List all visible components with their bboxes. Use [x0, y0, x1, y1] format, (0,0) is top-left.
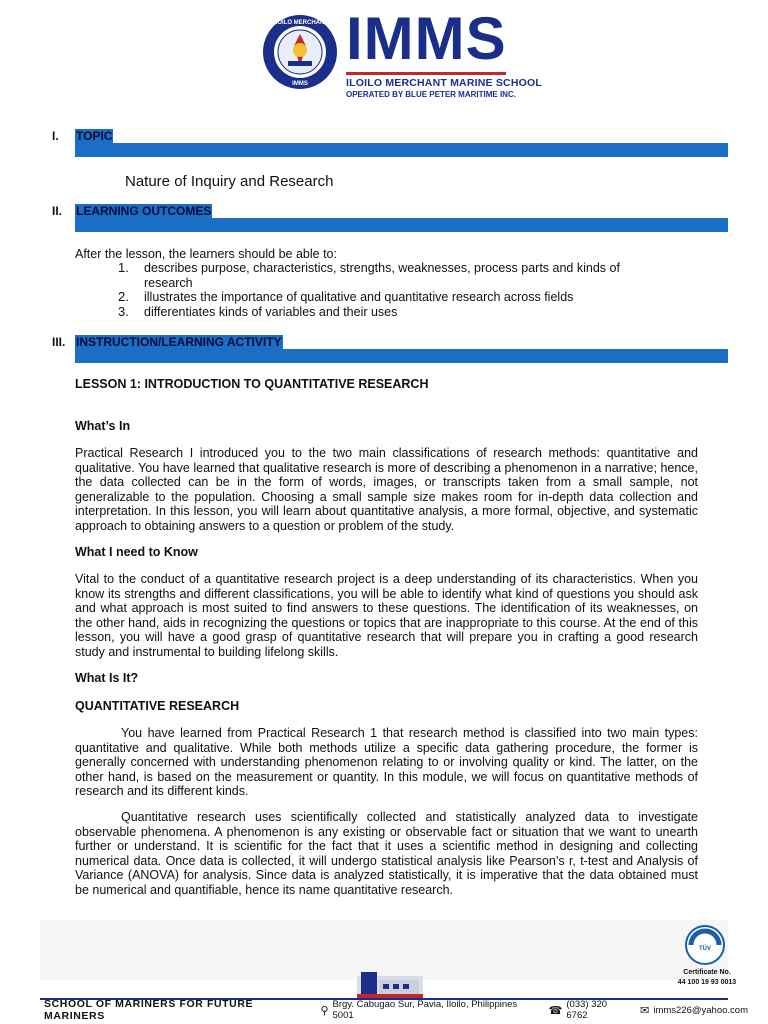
brand-block — [346, 5, 542, 99]
svg-text:TÜV: TÜV — [699, 946, 711, 952]
list-number: 3. — [118, 303, 129, 319]
footer-motto: SCHOOL OF MARINERS FOR FUTURE MARINERS — [44, 998, 254, 1022]
footer-contact-row — [44, 998, 748, 1022]
brand-name: ILOILO MERCHANT MARINE SCHOOL — [346, 77, 542, 89]
operated-prefix: OPERATED BY — [346, 90, 404, 99]
section-number: III. — [52, 335, 66, 349]
phone-icon: ☎ — [548, 1004, 563, 1017]
svg-text:IMMS: IMMS — [292, 81, 308, 87]
certification-badge-icon — [685, 925, 725, 965]
list-item — [118, 290, 638, 305]
list-text: describes purpose, characteristics, strengths, weaknesses, process parts and kinds of research — [144, 261, 620, 290]
section-instruction-activity — [0, 335, 768, 363]
list-number: 2. — [118, 289, 129, 304]
what-is-it-heading: What Is It? — [75, 671, 139, 685]
section-title: LEARNING OUTCOMES — [76, 204, 212, 218]
footer-address: Brgy. Cabugao Sur, Pavia, Iloilo, Philippines 5001 — [332, 999, 518, 1021]
location-pin-icon: ⚲ — [320, 1004, 329, 1017]
envelope-icon: ✉ — [640, 1004, 650, 1017]
outcomes-list — [118, 261, 638, 319]
what-i-need-heading: What I need to Know — [75, 545, 198, 559]
lesson-title: LESSON 1: INTRODUCTION TO QUANTITATIVE RESEARCH — [75, 377, 429, 391]
list-item — [118, 305, 638, 320]
operator-name: BLUE PETER MARITIME INC. — [405, 90, 516, 99]
list-text: differentiates kinds of variables and their uses — [144, 304, 398, 319]
list-item — [118, 261, 638, 290]
footer-email: imms226@yahoo.com — [653, 1004, 748, 1016]
whats-in-heading: What’s In — [75, 419, 131, 433]
school-building-image — [357, 970, 423, 998]
certificate-number: 44 100 19 93 0013 — [677, 979, 737, 986]
topic-name: Nature of Inquiry and Research — [125, 173, 334, 190]
page-header — [0, 0, 768, 100]
list-text: illustrates the importance of qualitative and quantitative research across fields — [144, 290, 574, 304]
section-bar — [75, 349, 728, 363]
section-bar — [75, 218, 728, 232]
section-number: II. — [52, 204, 63, 218]
section-title: TOPIC — [76, 129, 113, 143]
quantitative-research-heading: QUANTITATIVE RESEARCH — [75, 699, 240, 713]
list-number: 1. — [118, 260, 129, 275]
section-topic — [0, 129, 768, 157]
section-number: I. — [52, 129, 59, 143]
quantitative-paragraph-1: You have learned from Practical Research 1 that research method is classified into two main types: quantitative and qualitative. While both methods utilize a specific data gathering procedure, the former is generally concerned with understanding phenomenon relating to or involving quality or kind. The latter, on the other hand, is based on the measurement or quantity. In this module, we will focus on quantitative methods of research and its different kinds. — [75, 726, 698, 798]
school-seal-logo — [262, 14, 338, 90]
outcomes-intro: After the lesson, the learners should be able to: — [75, 247, 337, 261]
brand-operator-line — [346, 90, 542, 99]
certificate-label: Certificate No. — [683, 969, 731, 976]
section-learning-outcomes — [0, 204, 768, 232]
section-bar — [75, 143, 728, 157]
what-i-need-paragraph: Vital to the conduct of a quantitative research project is a deep understanding of its characteristics. When you know its strengths and different classifications, you will be able to identify what kind of questions you should ask and what approach is most suited to find answers to these questions. The identification of its weaknesses, on the other hand, aids in recognizing the questions or topics that are inappropriate to this course. At the end of this lesson, you will have a good grasp of quantitative research that will prepare you in crafting a good research study and instrumental to building lifelong skills. — [75, 572, 698, 659]
svg-text:ILOILO MERCHANT: ILOILO MERCHANT — [272, 20, 328, 26]
brand-abbr: IMMS — [346, 5, 507, 72]
brand-red-rule — [346, 72, 506, 75]
footer-phone: (033) 320 6762 — [566, 999, 608, 1021]
section-title: INSTRUCTION/LEARNING ACTIVITY — [76, 335, 282, 349]
quantitative-paragraph-2: Quantitative research uses scientifically collected and statistically analyzed data to investigate observable phenomena. A phenomenon is any existing or observable fact or situation that we want to unearth further or understand. It is scientific for the fact that it uses a scientific method in designing and collecting numerical data. Once data is collected, it will undergo statistical analysis like Pearson’s r, t-test and Analysis of Variance (ANOVA) for analysis. Since data is analyzed statistically, it is imperative that the data obtained must be numerical and quantifiable, hence its name quantitative research. — [75, 810, 698, 897]
whats-in-paragraph: Practical Research I introduced you to the two main classifications of research methods: quantitative and qualitative. You have learned that qualitative research is more of describing a phenomenon in a narrative; hence, the data collected can be in the form of words, images, or transcripts taken from a small sample, not generalizable to the population. Choosing a small sample size makes room for in-depth data collection and interpretation. In this lesson, you will learn about quantitative analysis, a more formal, objective, and systematic approach to obtaining answers to a question or problem of the study. — [75, 446, 698, 533]
